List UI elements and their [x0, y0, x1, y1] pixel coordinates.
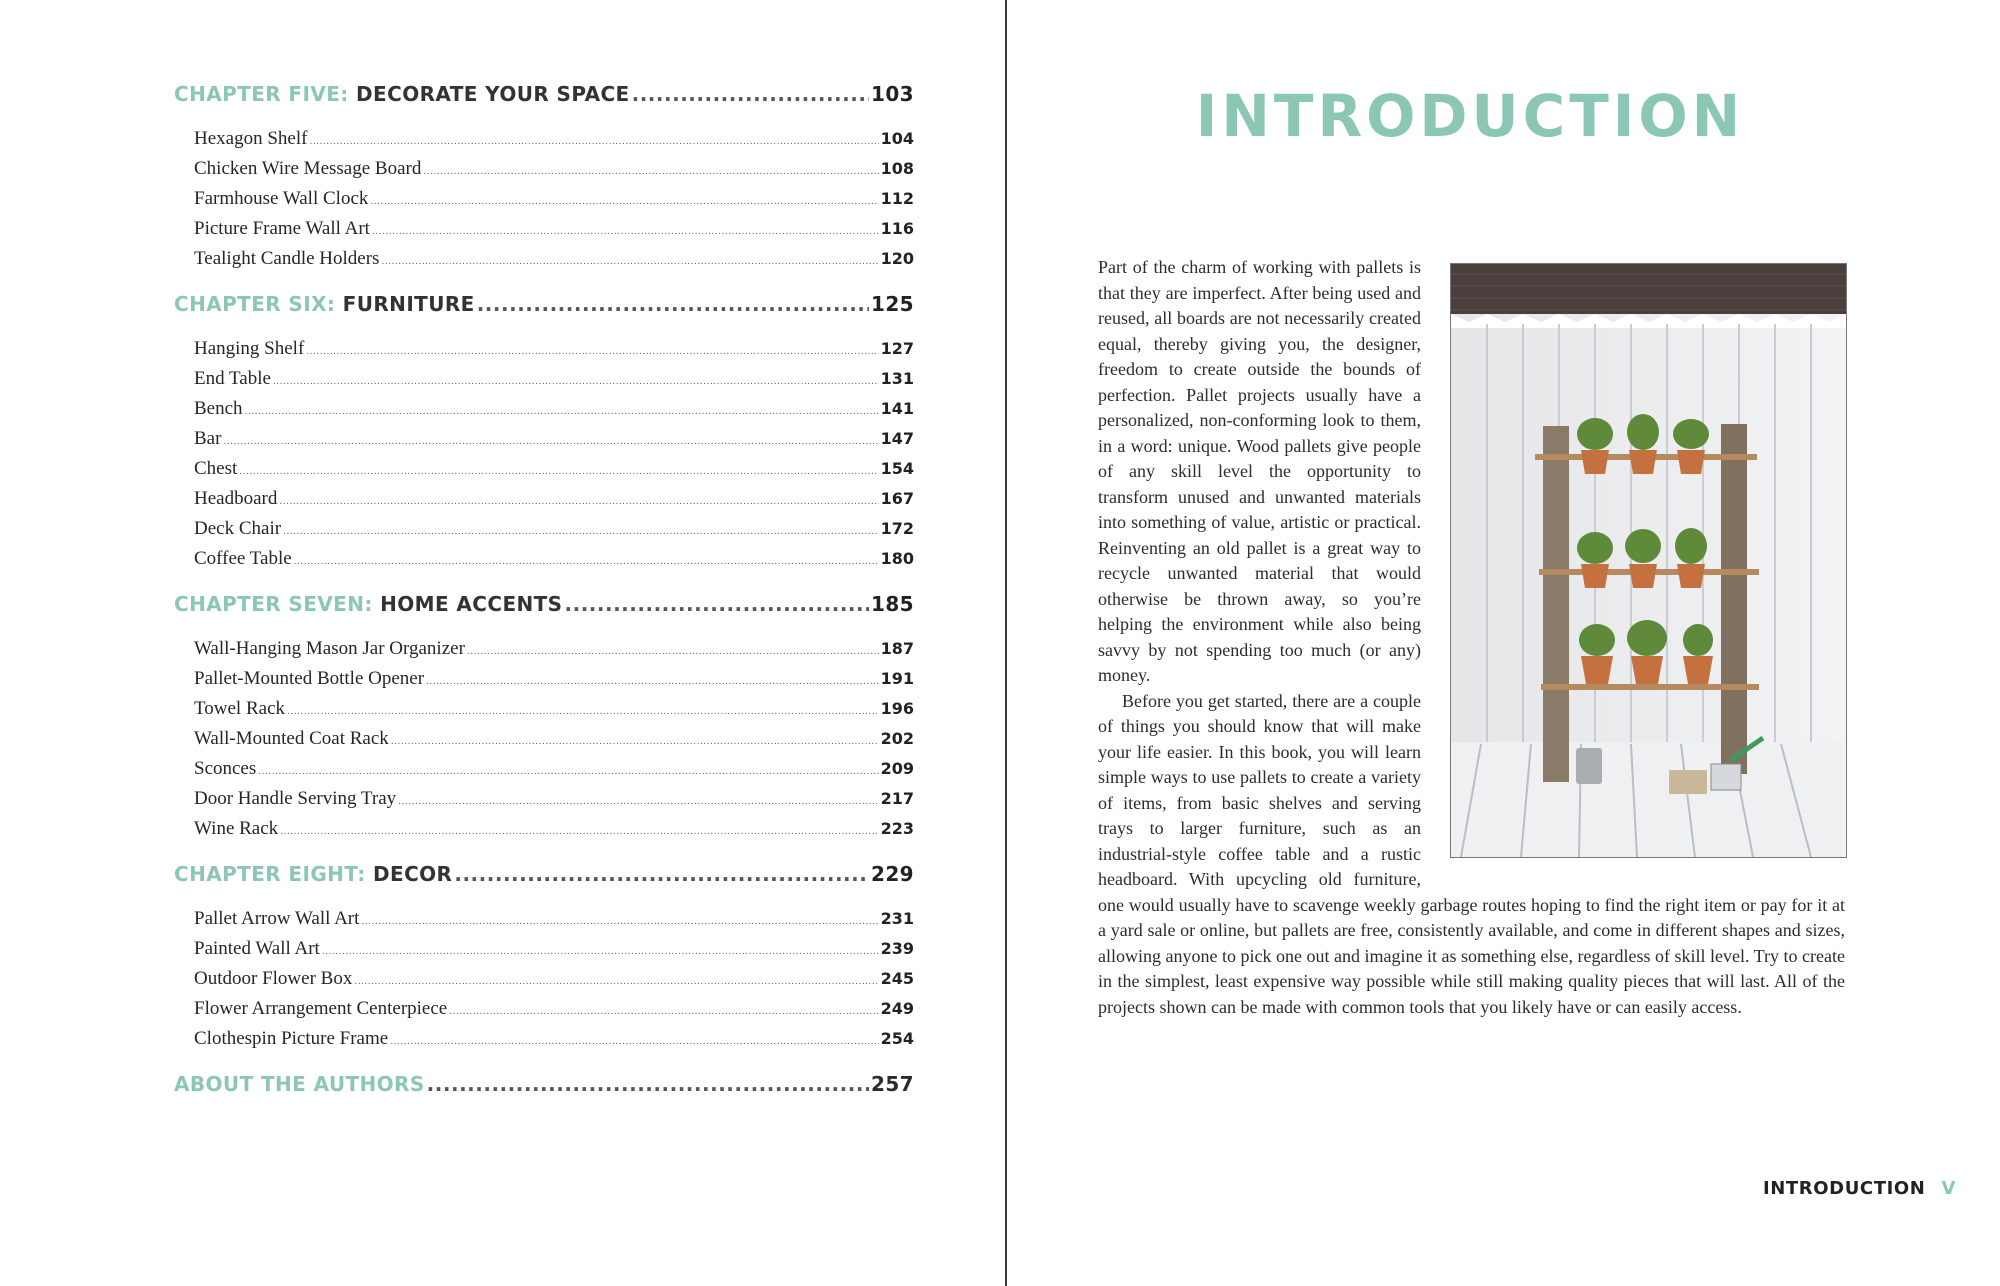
entry-page-number: 254	[880, 1029, 914, 1048]
entry-title: Hexagon Shelf	[194, 128, 308, 149]
toc-entry	[174, 788, 914, 818]
intro-paragraph: Before you get started, there are a couple of things you should know that will make your life easier. In this book, you will learn simple ways to use pallets to create a variety of items, from basic shelves and serving trays to larger furniture, such as an industrial-style coffee table and a rustic headboard. With upcycling old furniture, one would usually have to scavenge weekly garbage routes hoping to find the right item or pay for it at a yard sale or online, but pallets are free, consistently available, and come in different shapes and sizes, allowing anyone to pick one out and imagine it as something else, regardless of skill level. Try to create in the simplest, least expensive way possible while still making quality pieces that will last. All of the projects shown can be made with common tools that you likely have or can easily access.	[1098, 690, 1845, 1017]
entry-page-number: 187	[880, 639, 914, 658]
entry-page-number: 191	[880, 669, 914, 688]
dot-leader	[245, 407, 879, 417]
entry-title: Wine Rack	[194, 818, 279, 839]
dot-leader	[477, 292, 869, 316]
page-folio: V	[1941, 1178, 1956, 1199]
entry-title: Pallet-Mounted Bottle Opener	[194, 668, 425, 689]
dot-leader	[391, 737, 879, 747]
entry-page-number: 172	[880, 519, 914, 538]
dot-leader	[370, 197, 878, 207]
chapter-page-number: 185	[871, 592, 914, 616]
entry-page-number: 154	[880, 459, 914, 478]
chapter-title: HOME ACCENTS	[380, 592, 563, 616]
chapter-title: DECOR	[373, 862, 453, 886]
toc-entry	[174, 1028, 914, 1058]
toc-entry	[174, 368, 914, 398]
dot-leader	[426, 677, 879, 687]
chapter-label: CHAPTER FIVE:	[174, 82, 349, 106]
dot-leader	[390, 1037, 878, 1047]
toc-entry	[174, 428, 914, 458]
dot-leader	[280, 827, 878, 837]
dot-leader	[565, 592, 870, 616]
entry-page-number: 167	[880, 489, 914, 508]
entry-title: Painted Wall Art	[194, 938, 320, 959]
entry-title: Picture Frame Wall Art	[194, 218, 370, 239]
dot-leader	[632, 82, 869, 106]
entry-title: Hanging Shelf	[194, 338, 305, 359]
entry-page-number: 217	[880, 789, 914, 808]
chapter-label: CHAPTER SIX:	[174, 292, 336, 316]
entry-title: Bench	[194, 398, 243, 419]
toc-entry	[174, 128, 914, 158]
dot-leader	[372, 227, 879, 237]
chapter-page-number: 125	[871, 292, 914, 316]
toc-entry	[174, 458, 914, 488]
toc-entry	[174, 908, 914, 938]
dot-leader	[294, 557, 879, 567]
entry-page-number: 223	[880, 819, 914, 838]
entry-page-number: 116	[880, 219, 914, 238]
toc-entry	[174, 248, 914, 278]
toc-entry	[174, 218, 914, 248]
entry-title: End Table	[194, 368, 271, 389]
entry-page-number: 104	[880, 129, 914, 148]
toc-entry	[174, 188, 914, 218]
chapter-heading	[174, 592, 914, 638]
entry-page-number: 245	[880, 969, 914, 988]
dot-leader	[398, 797, 878, 807]
dot-leader	[322, 947, 879, 957]
toc-entry	[174, 728, 914, 758]
entry-title: Headboard	[194, 488, 278, 509]
toc-entry	[174, 968, 914, 998]
dot-leader	[223, 437, 878, 447]
page-gutter	[1005, 0, 1007, 1286]
entry-title: Outdoor Flower Box	[194, 968, 353, 989]
toc-entry	[174, 158, 914, 188]
chapter-page-number: 103	[871, 82, 914, 106]
dot-leader	[239, 467, 878, 477]
footer-section-label: INTRODUCTION	[1762, 1178, 1926, 1199]
pallet-plant-shelf-photo	[1450, 263, 1847, 858]
entry-title: Bar	[194, 428, 222, 449]
chapter-label: CHAPTER SEVEN:	[174, 592, 373, 616]
toc-entry	[174, 668, 914, 698]
dot-leader	[354, 977, 878, 987]
chapter-entries	[174, 338, 914, 578]
entry-page-number: 249	[880, 999, 914, 1018]
toc-entry	[174, 548, 914, 578]
entry-title: Sconces	[194, 758, 257, 779]
entry-title: Clothespin Picture Frame	[194, 1028, 389, 1049]
entry-title: Wall-Hanging Mason Jar Organizer	[194, 638, 465, 659]
toc-entry	[174, 818, 914, 848]
about-authors-heading	[174, 1072, 914, 1118]
chapter-entries	[174, 638, 914, 848]
entry-page-number: 239	[880, 939, 914, 958]
chapter-label: CHAPTER EIGHT:	[174, 862, 366, 886]
chapter-entries	[174, 128, 914, 278]
toc-entry	[174, 758, 914, 788]
entry-title: Coffee Table	[194, 548, 292, 569]
chapter-page-number: 229	[871, 862, 914, 886]
chapter-title: FURNITURE	[342, 292, 475, 316]
about-authors-page-number: 257	[871, 1072, 914, 1096]
entry-title: Tealight Candle Holders	[194, 248, 380, 269]
entry-title: Door Handle Serving Tray	[194, 788, 397, 809]
entry-title: Flower Arrangement Centerpiece	[194, 998, 448, 1019]
entry-title: Deck Chair	[194, 518, 282, 539]
entry-title: Chest	[194, 458, 238, 479]
dot-leader	[381, 257, 878, 267]
dot-leader	[449, 1007, 878, 1017]
dot-leader	[427, 1072, 869, 1096]
dot-leader	[467, 647, 879, 657]
toc-entry	[174, 488, 914, 518]
entry-page-number: 112	[880, 189, 914, 208]
dot-leader	[273, 377, 879, 387]
chapter-heading	[174, 862, 914, 908]
entry-page-number: 202	[880, 729, 914, 748]
entry-page-number: 231	[880, 909, 914, 928]
entry-page-number: 147	[880, 429, 914, 448]
entry-page-number: 180	[880, 549, 914, 568]
toc-entry	[174, 338, 914, 368]
entry-page-number: 196	[880, 699, 914, 718]
toc-entry	[174, 638, 914, 668]
dot-leader	[309, 137, 878, 147]
toc-entry	[174, 398, 914, 428]
photo-illustration	[1451, 264, 1846, 857]
entry-page-number: 108	[880, 159, 914, 178]
toc-entry	[174, 938, 914, 968]
entry-page-number: 120	[880, 249, 914, 268]
toc-entry	[174, 698, 914, 728]
chapter-heading	[174, 292, 914, 338]
toc-entry	[174, 518, 914, 548]
entry-page-number: 127	[880, 339, 914, 358]
about-authors-title: ABOUT THE AUTHORS	[174, 1072, 425, 1096]
entry-title: Towel Rack	[194, 698, 286, 719]
entry-title: Wall-Mounted Coat Rack	[194, 728, 389, 749]
dot-leader	[306, 347, 878, 357]
dot-leader	[454, 862, 869, 886]
intro-paragraph: Part of the charm of working with pallets is that they are imperfect. After being used and reused, all boards are not necessarily created equal, thereby giving you, the designer, freedom to create outside the bounds of perfection. Pallet projects usually have a personalized, non-conforming look to them, in a word: unique. Wood pallets give people of any skill level the opportunity to transform unused and unwanted materials into something of value, artistic or practical. Reinventing an old pallet is a great way to recycle unwanted material that would otherwise be thrown away, so you’re helping the environment while also being savvy by not spending too much (or any) money.	[1098, 257, 1421, 685]
chapter-entries	[174, 908, 914, 1058]
chapter-title: DECORATE YOUR SPACE	[356, 82, 630, 106]
entry-page-number: 131	[880, 369, 914, 388]
entry-page-number: 141	[880, 399, 914, 418]
chapter-heading	[174, 82, 914, 128]
dot-leader	[279, 497, 878, 507]
toc-entry	[174, 998, 914, 1028]
table-of-contents	[174, 82, 914, 1118]
running-footer	[1763, 1178, 1956, 1199]
entry-title: Farmhouse Wall Clock	[194, 188, 369, 209]
dot-leader	[283, 527, 879, 537]
dot-leader	[361, 917, 878, 927]
entry-page-number: 209	[880, 759, 914, 778]
dot-leader	[258, 767, 878, 777]
entry-title: Chicken Wire Message Board	[194, 158, 422, 179]
dot-leader	[423, 167, 878, 177]
dot-leader	[287, 707, 879, 717]
page-title: INTRODUCTION	[1195, 82, 1745, 150]
entry-title: Pallet Arrow Wall Art	[194, 908, 360, 929]
